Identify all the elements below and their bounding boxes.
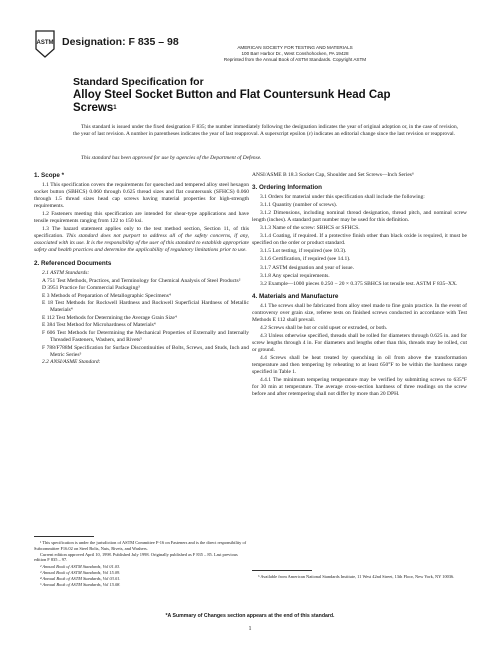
title-line-2: Alloy Steel Socket Button and Flat Countersunk Head Cap [73, 89, 391, 101]
footnote: ⁵ Annual Book of ASTM Standards, Vol 15.08. [40, 582, 121, 588]
paragraph: 3.1.6 Certification, if required (see 14.1). [260, 256, 351, 263]
summary-of-changes-note: *A Summary of Changes section appears at the end of this standard. [165, 613, 335, 619]
section-heading-scope: 1. Scope * [34, 172, 65, 179]
paragraph: 1.3 The hazard statement applies only to the test method section, Section 11, of this specification. This standard does not purport to address all of the safety concerns, if any, associated with its use. It is the responsibility of the user of this standard to establish appropriate safety and health practices and determine the applicability of regulatory limitations prior to use. [34, 226, 249, 254]
footnote: ² Annual Book of ASTM Standards, Vol 01.03. [40, 563, 121, 569]
reference-item: E 18 Test Methods for Rockwell Hardness and Rockwell Superficial Hardness of Metallic Materials⁴ [42, 300, 249, 314]
paragraph: 1.1 This specification covers the requirements for quenched and tempered alloy steel hexagon socket button (SBHCS) 0.060 through 0.625 thread sizes and flat countersunk (SFHCS) 0.060 through 1.5 thread sizes head cap screws having material properties for high-strength requirements. [34, 182, 249, 210]
subsection-label: 2.1 ASTM Standards: [42, 269, 90, 276]
example-paragraph: 3.2 Example—1000 pieces 0.250 − 20 × 0.375 SBHCS lot tensile test. ASTM F 835–XX. [260, 280, 458, 287]
astm-logo [34, 30, 56, 58]
section-heading-ordering-information: 3. Ordering Information [252, 184, 322, 192]
reference-item: A 751 Test Methods, Practices, and Terminology for Chemical Analysis of Steel Products² [42, 277, 241, 284]
footnote: ³ Annual Book of ASTM Standards, Vol 15.09. [40, 569, 121, 575]
reference-item: F 606 Test Methods for Determining the Mechanical Properties of Externally and Internally Threaded Fasteners, Washers, and Rivets⁵ [42, 329, 249, 343]
right-footnotes [252, 574, 467, 580]
dod-approval: This standard has been approved for use by agencies of the Department of Defense. [81, 155, 262, 161]
publisher-line: AMERICAN SOCIETY FOR TESTING AND MATERIALS [237, 45, 353, 50]
reference-item: E 384 Test Method for Microhardness of Materials⁴ [42, 322, 156, 329]
reference-item: ANSI/ASME B 18.3 Socket Cap, Shoulder and Set Screws—Inch Series⁶ [252, 172, 414, 178]
issuance-notice: This standard is issued under the fixed designation F 835; the number immediately following the designation indicates the year of original adoption or, in the case of revision, the year of last revision. A number in parentheses indicates the year of last reapproval. A superscript epsilon (ε) indicates an editorial change since the last revision or reapproval. [73, 124, 458, 138]
section-heading-materials: 4. Materials and Manufacture [252, 292, 339, 300]
paragraph: 3.1.3 Name of the screw: SBHCS or SFHCS. [260, 225, 360, 232]
subsection-label: 2.2 ANSI/ASME Standard: [42, 359, 101, 366]
safety-statement: This standard does not purport to address all of the safety concerns, if any, associated with its use. It is the responsibility of the user of this standard to establish appropriate safety and health practices and determine the applicability of regulatory limitations prior to use. [34, 233, 249, 254]
paragraph: 4.3 Unless otherwise specified, threads shall be rolled for diameters through 0.625 in. and for screw lengths through 4 in. For diameters and lengths other than this, threads may be rolled, cut or ground. [252, 332, 467, 353]
title-footnote-ref: 1 [113, 105, 117, 111]
left-footnotes [34, 540, 249, 588]
paragraph: 1.2 Fasteners meeting this specification are intended for shear-type applications and have tensile requirements ranging from 122 to 150 ksi. [34, 211, 249, 225]
logo-text: ASTM [36, 40, 54, 46]
reference-item: D 3951 Practice for Commercial Packaging³ [42, 285, 140, 292]
paragraph: 3.1 Orders for material under this specification shall include the following: [260, 194, 425, 201]
section-heading-referenced-documents: 2. Referenced Documents [34, 259, 112, 267]
paragraph: 4.1 The screws shall be fabricated from alloy steel made to fine grain practice. In the event of controversy over grain size, referee tests on finished screws conducted in accordance with Test Methods E 112 shall prevail. [252, 302, 467, 323]
paragraph: 3.1.2 Dimensions, including nominal thread designation, thread pitch, and nominal screw length (inches). A standard part number may be used for this definition. [252, 210, 467, 224]
publisher-block [170, 45, 420, 63]
paragraph: 3.1.4 Coating, if required. If a protective finish other than black oxide is required, it must be specified on the order or product standard. [252, 233, 467, 247]
designation: Designation: F 835 – 98 [62, 36, 179, 48]
page-number: 1 [248, 626, 252, 632]
document-title [73, 76, 433, 115]
paragraph: 4.4 Screws shall be heat treated by quenching in oil from above the transformation temperature and then tempering by reheating to at least 650°F to be within the hardness range specified in Table 1. [252, 355, 467, 376]
footnote: ⁴ Annual Book of ASTM Standards, Vol 03.01. [40, 575, 121, 581]
title-line-3: Screws$^1$ [73, 102, 117, 114]
left-column [34, 172, 249, 367]
footnote-rule [34, 536, 94, 537]
reference-item: F 788/F788M Specification for Surface Discontinuities of Bolts, Screws, and Studs, Inch and Metric Series⁵ [42, 344, 249, 358]
paragraph: 4.2 Screws shall be hot or cold upset or extruded, or both. [260, 324, 388, 331]
paragraph: 3.1.7 ASTM designation and year of issue. [260, 264, 354, 271]
publisher-line: 100 Barr Harbor Dr., West Conshohocken, PA 19428 [241, 51, 349, 56]
paragraph: 3.1.8 Any special requirements. [260, 272, 330, 279]
paragraph: 4.4.1 The minimum tempering temperature may be verified by submitting screws to 635°F for 30 min at temperature. The average cross-section hardness of three readings on the screw before and after retempering shall not differ by more than 20 DPH. [252, 377, 467, 398]
publisher-line: Reprinted from the Annual Book of ASTM Standards. Copyright ASTM [223, 57, 367, 62]
paragraph: 3.1.1 Quantity (number of screws). [260, 202, 338, 209]
footnote: ⁶ Available from American National Standards Institute, 11 West 42nd Street, 13th Floor, New York, NY 10036. [258, 574, 455, 579]
reference-item: E 3 Methods of Preparation of Metallographic Specimens⁴ [42, 292, 171, 299]
reference-item: E 112 Test Methods for Determining the Average Grain Size⁴ [42, 314, 177, 321]
right-column [252, 172, 467, 399]
paragraph: 3.1.5 Lot testing, if required (see 10.3). [260, 248, 347, 255]
footnote: Current edition approved April 10, 1998. Published July 1998. Originally published as F 835 – 85. Last previous edition F 835 – 97. [34, 551, 238, 563]
footnote: ¹ This specification is under the jurisdiction of ASTM Committee F-16 on Fasteners and is the direct responsibility of Subcommittee F16.02 on Steel Bolts, Nuts, Rivets, and Washers. [34, 540, 247, 551]
footnote-rule [252, 570, 312, 571]
title-line-1: Standard Specification for [73, 76, 204, 88]
